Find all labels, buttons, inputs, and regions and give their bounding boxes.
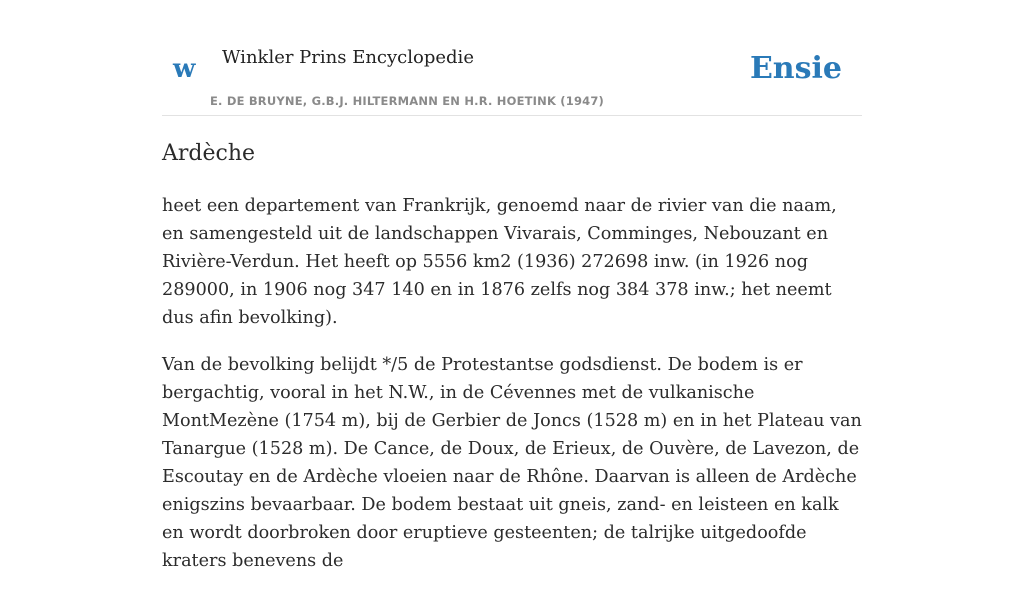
ensie-brand-logo[interactable]: Ensie bbox=[749, 51, 842, 86]
winkler-prins-logo[interactable]: w bbox=[173, 54, 196, 84]
source-title[interactable]: Winkler Prins Encyclopedie bbox=[222, 47, 474, 68]
article-title: Ardèche bbox=[162, 141, 256, 166]
article-paragraph: heet een departement van Frankrijk, genoemd naar de rivier van die naam, en samengesteld uit de landschappen Vivarais, Comminges, Nebouzant en Rivière-Verdun. Het heeft op 5556 km2 (1936) 272698 inw. (in 1926 nog 289000, in 1906 nog 347 140 en in 1876 zelfs nog 384 378 inw.; het neemt dus afin bevolking). bbox=[162, 196, 837, 328]
source-authors: E. DE BRUYNE, G.B.J. HILTERMANN EN H.R. HOETINK (1947) bbox=[210, 94, 605, 108]
source-header bbox=[162, 40, 862, 116]
article-paragraph: Van de bevolking belijdt */5 de Protestantse godsdienst. De bodem is er bergachtig, vooral in het N.W., in de Cévennes met de vulkanische MontMezène (1754 m), bij de Gerbier de Joncs (1528 m) en in het Plateau van Tanargue (1528 m). De Cance, de Doux, de Erieux, de Ouvère, de Lavezon, de Escoutay en de Ardèche vloeien naar de Rhône. Daarvan is alleen de Ardèche enigszins bevaarbaar. De bodem bestaat uit gneis, zand- en leisteen en kalk en wordt doorbroken door eruptieve gesteenten; de talrijke uitgedoofde kraters benevens de bbox=[162, 355, 862, 571]
article-body bbox=[162, 192, 862, 594]
